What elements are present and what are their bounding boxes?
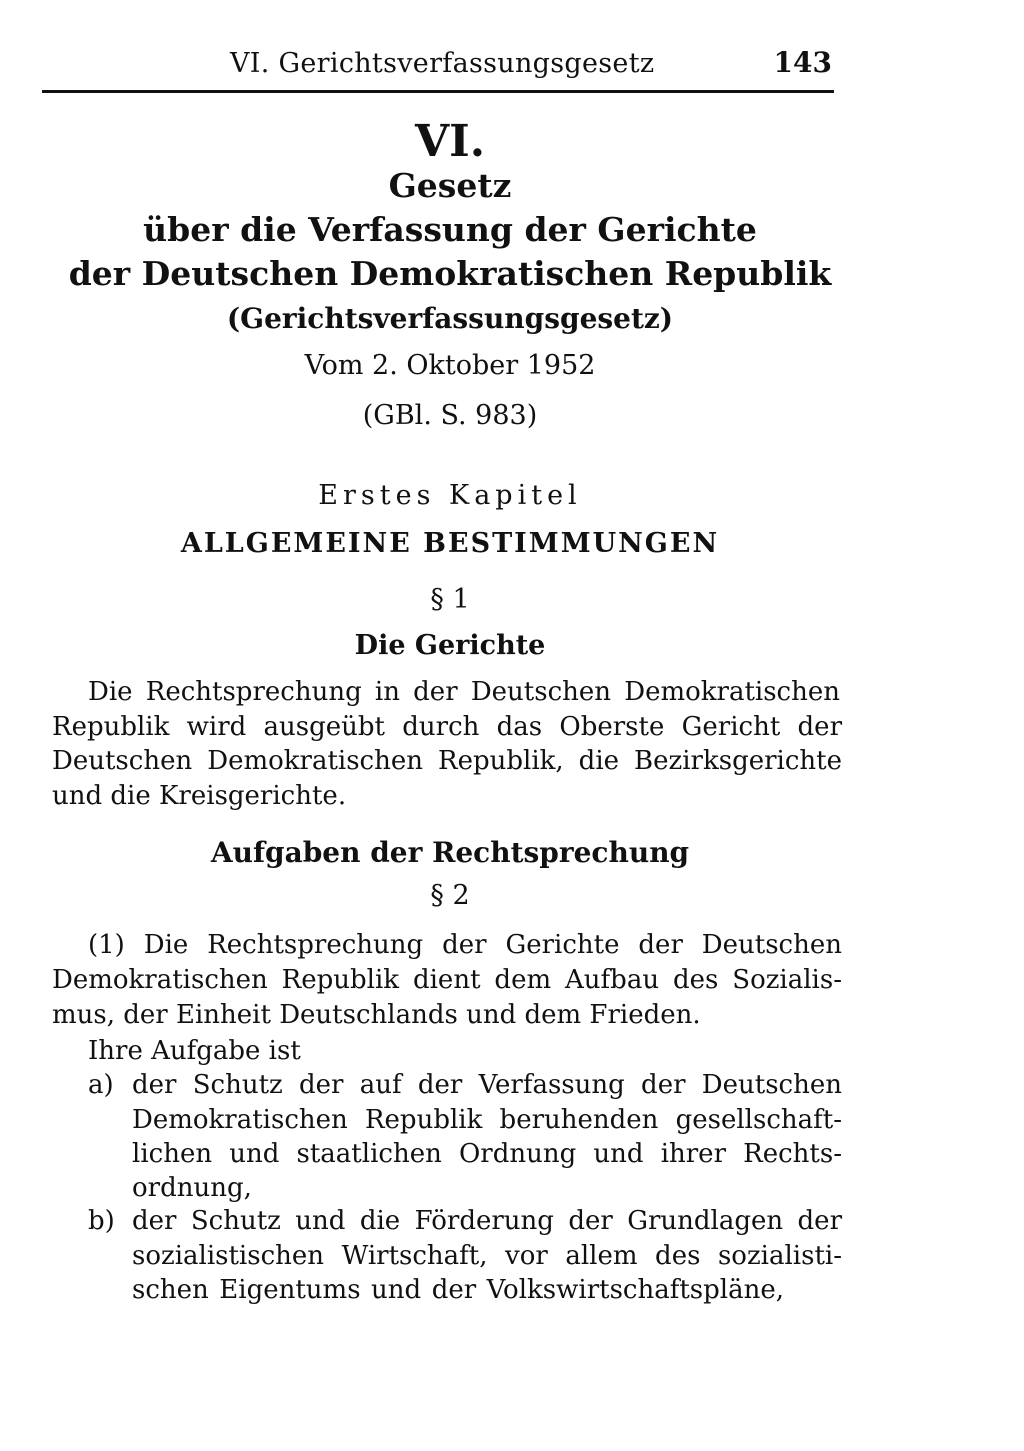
law-gesetz-heading: Gesetz [388, 166, 512, 205]
gazette-reference: (GBl. S. 983) [362, 400, 538, 431]
chapter-label: Erstes Kapitel [318, 480, 582, 511]
list-item-label-b: b) [88, 1206, 115, 1236]
list-item-label-a: a) [88, 1070, 114, 1100]
chapter-title: ALLGEMEINE BESTIMMUNGEN [180, 528, 720, 559]
page-number: 143 [773, 46, 832, 79]
law-title-line-2: der Deutschen Demokratischen Republik [68, 254, 832, 293]
page-header [42, 40, 834, 98]
section-2-number: § 2 [430, 880, 470, 911]
list-item-a-line: lichen und staatlichen Ordnung und ihrer Rechts- [132, 1139, 842, 1169]
list-item-a-line: Demokratischen Republik beruhenden gesellschaft- [132, 1105, 842, 1135]
section-1-number: § 1 [430, 584, 470, 615]
list-item-a-line: ordnung, [132, 1173, 252, 1203]
law-title-line-1: über die Verfassung der Gerichte [143, 210, 757, 249]
list-item-b-line: der Schutz und die Förderung der Grundlagen der [132, 1206, 842, 1236]
section-1-text-line: und die Kreisgerichte. [52, 781, 347, 811]
section-2-para-line: (1) Die Rechtsprechung der Gerichte der Deutschen [88, 930, 842, 960]
header-rule [42, 90, 834, 93]
section-1-title: Die Gerichte [354, 630, 546, 661]
law-short-title: (Gerichtsverfassungsgesetz) [226, 302, 674, 335]
law-date: Vom 2. Oktober 1952 [304, 350, 596, 381]
law-number: VI. [414, 116, 486, 167]
section-2-intro: Ihre Aufgabe ist [88, 1036, 301, 1066]
section-2-para-line: mus, der Einheit Deutschlands und dem Frieden. [52, 1000, 701, 1030]
section-2-para-line: Demokratischen Republik dient dem Aufbau des Sozialis- [52, 965, 842, 995]
running-title: VI. Gerichtsverfassungsgesetz [230, 48, 655, 79]
section-1-text-line: Deutschen Demokratischen Republik, die Bezirksgerichte [52, 746, 842, 776]
list-item-b-line: schen Eigentums und der Volkswirtschaftspläne, [132, 1275, 784, 1305]
list-item-a-line: der Schutz der auf der Verfassung der Deutschen [132, 1070, 842, 1100]
section-2-heading: Aufgaben der Rechtsprechung [210, 836, 690, 869]
list-item-b-line: sozialistischen Wirtschaft, vor allem des sozialisti- [132, 1241, 842, 1271]
section-1-text-line: Die Rechtsprechung in der Deutschen Demokratischen [88, 677, 840, 707]
section-1-text-line: Republik wird ausgeübt durch das Oberste Gericht der [52, 712, 842, 742]
